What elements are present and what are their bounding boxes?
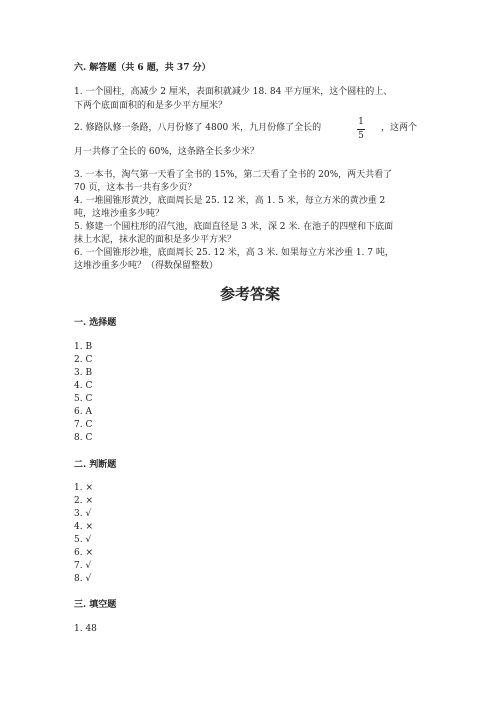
question-2-line-1: 2. 修路队修一条路，八月份修了 4800 米，九月份修了全长的 — [74, 123, 322, 133]
choice-answer-1: 1. B — [74, 342, 93, 352]
section-heading-fill: 三. 填空题 — [74, 600, 117, 610]
question-3-line-2: 70 页，这本书一共有多少页？ — [74, 183, 197, 193]
question-2-line-2: 月一共修了全长的 60%，这条路全长多少米？ — [74, 147, 259, 157]
fraction-numerator: 1 — [358, 117, 364, 127]
judge-answer-7: 7. √ — [74, 561, 92, 571]
section-heading-judge: 二. 判断题 — [74, 460, 117, 470]
fill-answer-1: 1. 48 — [74, 624, 97, 634]
question-2-line-1-tail: ，这两个 — [381, 123, 418, 133]
choice-answer-3: 3. B — [74, 368, 93, 378]
choice-answer-8: 8. C — [74, 433, 93, 443]
answers-title: 参考答案 — [219, 285, 280, 303]
choice-answer-4: 4. C — [74, 381, 93, 391]
question-5-line-1: 5. 修建一个圆柱形的沼气池，底面直径是 3 米，深 2 米. 在池子的四壁和下底面 — [74, 222, 394, 232]
question-4-line-2: 吨，这堆沙重多少吨？ — [74, 209, 165, 219]
section-heading-part6: 六. 解答题（共 6 题，共 37 分） — [74, 63, 211, 73]
question-6-line-1: 6. 一个圆锥形沙堆，底面周长 25. 12 米，高 3 米. 如果每立方米沙重 1. 7 吨， — [74, 248, 394, 258]
section-heading-choice: 一. 选择题 — [74, 318, 117, 328]
judge-answer-6: 6. × — [74, 548, 93, 558]
choice-answer-7: 7. C — [74, 420, 93, 430]
question-4-line-1: 4. 一堆圆锥形黄沙，底面周长是 25. 12 米，高 1. 5 米，每立方米的黄沙重 2 — [74, 196, 386, 206]
judge-answer-2: 2. × — [74, 496, 93, 506]
question-6-line-2: 这堆沙重多少吨？（得数保留整数） — [74, 261, 219, 271]
judge-answer-1: 1. × — [74, 483, 93, 493]
judge-answer-5: 5. √ — [74, 535, 92, 545]
choice-answer-6: 6. A — [74, 407, 92, 417]
choice-answer-2: 2. C — [74, 355, 93, 365]
fraction-bar — [357, 129, 365, 130]
question-1-line-2: 下两个底面面积的和是多少平方厘米？ — [74, 101, 228, 111]
question-5-line-2: 抹上水泥，抹水泥的面积是多少平方米？ — [74, 235, 237, 245]
judge-answer-8: 8. √ — [74, 574, 92, 584]
question-3-line-1: 3. 一本书，淘气第一天看了全书的 15%，第二天看了全书的 20%，两天共看了 — [74, 170, 393, 180]
judge-answer-4: 4. × — [74, 522, 93, 532]
fraction-one-fifth — [356, 117, 366, 142]
question-1-line-1: 1. 一个圆柱，高减少 2 厘米，表面积就减少 18. 84 平方厘米，这个圆柱的上、 — [74, 87, 393, 97]
judge-answer-3: 3. √ — [74, 509, 92, 519]
choice-answer-5: 5. C — [74, 394, 93, 404]
fraction-denominator: 5 — [358, 131, 364, 141]
